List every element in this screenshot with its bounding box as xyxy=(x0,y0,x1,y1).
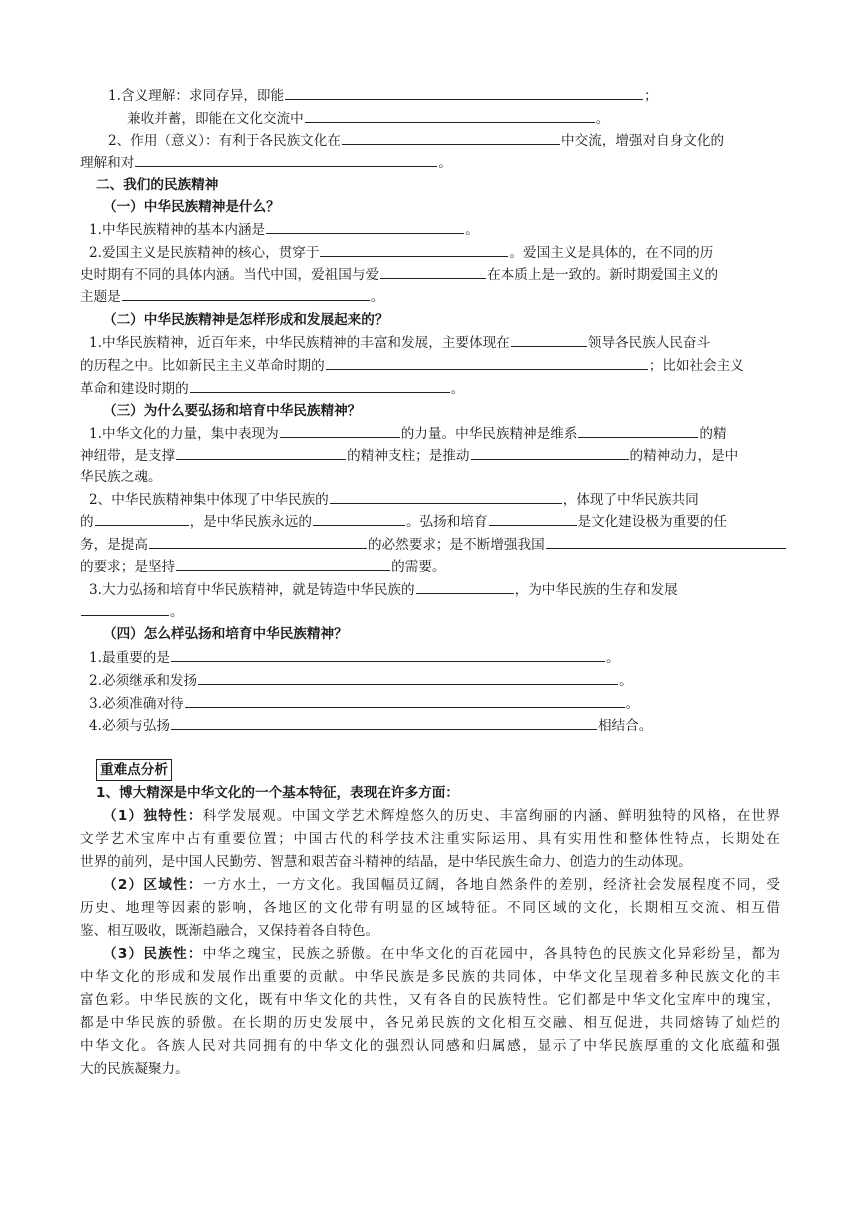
fill-blank[interactable] xyxy=(380,263,486,279)
subsection-title-2: （二）中华民族精神是怎样形成和发展起来的？ xyxy=(103,312,389,328)
fill-blank[interactable] xyxy=(122,285,370,301)
subsection-title-4: （四）怎么样弘扬和培育中华民族精神？ xyxy=(103,626,348,642)
fill-blank[interactable] xyxy=(176,555,390,571)
fill-blank[interactable] xyxy=(95,510,189,526)
p3-line-6: 大的民族凝聚力。 xyxy=(80,1061,189,1077)
p1-line-1: （1）独特性：科学发展观。中国文学艺术辉煌悠久的历史、丰富绚丽的内涵、鲜明独特的风格，在世界 xyxy=(103,808,780,824)
fill-blank[interactable] xyxy=(266,218,464,234)
p1-line-2: 文学艺术宝库中占有重要位置；中国古代的科学技术注重实际运用、具有实用性和整体性特点，长期处在 xyxy=(80,831,780,847)
q3-line-7: 的要求；是坚持 的需要。 xyxy=(80,555,780,577)
meaning-line-1: 1.含义理解：求同存异，即能 ； xyxy=(108,84,780,106)
analysis-box-label: 重难点分析 xyxy=(96,759,172,781)
subsection-title-1: （一）中华民族精神是什么？ xyxy=(103,199,280,215)
q4-line-2: 2.必须继承和发扬 。 xyxy=(89,669,780,691)
q2-line-1: 1.中华民族精神，近百年来，中华民族精神的丰富和发展，主要体现在 领导各民族人民奋斗 xyxy=(89,331,780,353)
q3-line-6: 务，是提高 的必然要求；是不断增强我国 xyxy=(80,533,780,555)
fill-blank[interactable] xyxy=(416,578,514,594)
fill-blank[interactable] xyxy=(171,646,605,662)
q3-line-5: 的 ，是中华民族永远的 。弘扬和培育 是文化建设极为重要的任 xyxy=(80,510,780,532)
fill-blank[interactable] xyxy=(81,600,169,616)
p2-line-1: （2）区域性：一方水土，一方文化。我国幅员辽阔，各地自然条件的差别，经济社会发展程度不同，受 xyxy=(103,877,780,893)
q4-line-1: 1.最重要的是 。 xyxy=(89,646,780,668)
p1-line-3: 世界的前列，是中国人民勤劳、智慧和艰苦奋斗精神的结晶，是中华民族生命力、创造力的生动体现。 xyxy=(80,854,692,870)
fill-blank[interactable] xyxy=(135,151,437,167)
analysis-point-1: 1、博大精深是中华文化的一个基本特征，表现在许多方面： xyxy=(96,785,459,801)
p2-line-2: 历史、地理等因素的影响，各地区的文化带有明显的区域特征。不同区域的文化，长期相互交流、相互借 xyxy=(80,900,780,916)
fill-blank[interactable] xyxy=(280,422,400,438)
analysis-box xyxy=(96,759,780,781)
fill-blank[interactable] xyxy=(471,444,629,460)
p2-line-3: 鉴、相互吸收，既渐趋融合，又保持着各自特色。 xyxy=(80,923,380,939)
fill-blank[interactable] xyxy=(546,533,786,549)
q4-line-4: 4.必须与弘扬 相结合。 xyxy=(89,714,780,736)
fill-blank[interactable] xyxy=(149,533,367,549)
fill-blank[interactable] xyxy=(190,377,450,393)
fill-blank[interactable] xyxy=(511,331,587,347)
q1-line-2: 2.爱国主义是民族精神的核心，贯穿于 。爱国主义是具体的，在不同的历 xyxy=(89,241,780,263)
fill-blank[interactable] xyxy=(176,444,346,460)
fill-blank[interactable] xyxy=(285,84,643,100)
fill-blank[interactable] xyxy=(342,129,560,145)
fill-blank[interactable] xyxy=(330,488,562,504)
subsection-title-3: （三）为什么要弘扬和培育中华民族精神？ xyxy=(103,403,362,419)
fill-blank[interactable] xyxy=(171,714,597,730)
fill-blank[interactable] xyxy=(198,669,618,685)
fill-blank[interactable] xyxy=(313,510,405,526)
q1-line-4: 主题是 。 xyxy=(80,285,780,307)
p3-line-5: 中华文化。各族人民对共同拥有的中华文化的强烈认同感和归属感，显示了中华民族厚重的文化底蕴和强 xyxy=(80,1038,780,1054)
function-line-2: 理解和对 。 xyxy=(80,151,780,173)
q1-line-3: 史时期有不同的具体内涵。当代中国，爱祖国与爱 在本质上是一致的。新时期爱国主义的 xyxy=(80,263,780,285)
p3-line-3: 富色彩。中华民族的文化，既有中华文化的共性，又有各自的民族特性。它们都是中华文化宝库中的瑰宝， xyxy=(80,992,780,1008)
q1-line-1: 1.中华民族精神的基本内涵是 。 xyxy=(89,218,780,240)
q3-line-2: 神纽带，是支撑 的精神支柱；是推动 的精神动力，是中 xyxy=(80,444,780,466)
section-heading: 二、我们的民族精神 xyxy=(96,177,219,193)
fill-blank[interactable] xyxy=(320,241,508,257)
q3-line-3: 华民族之魂。 xyxy=(80,469,162,485)
p3-line-2: 中华文化的形成和发展作出重要的贡献。中华民族是多民族的共同体，中华文化呈现着多种民族文化的丰 xyxy=(80,969,780,985)
q3-line-8: 3.大力弘扬和培育中华民族精神，就是铸造中华民族的 ，为中华民族的生存和发展 xyxy=(89,578,780,600)
q2-line-2: 的历程之中。比如新民主主义革命时期的 ；比如社会主义 xyxy=(80,354,780,376)
q4-line-3: 3.必须准确对待 。 xyxy=(89,692,780,714)
p3-line-4: 都是中华民族的骄傲。在长期的历史发展中，各兄弟民族的文化相互交融、相互促进，共同熔铸了灿烂的 xyxy=(80,1015,780,1031)
fill-blank[interactable] xyxy=(326,354,648,370)
fill-blank[interactable] xyxy=(489,510,577,526)
q3-line-4: 2、中华民族精神集中体现了中华民族的 ，体现了中华民族共同 xyxy=(89,488,780,510)
meaning-line-2: 兼收并蓄，即能在文化交流中 。 xyxy=(127,107,780,129)
q3-line-9: 。 xyxy=(80,600,780,622)
q2-line-3: 革命和建设时期的 。 xyxy=(80,377,780,399)
fill-blank[interactable] xyxy=(578,422,698,438)
q3-line-1: 1.中华文化的力量，集中表现为 的力量。中华民族精神是维系 的精 xyxy=(89,422,780,444)
p3-line-1: （3）民族性：中华之瑰宝，民族之骄傲。在中华文化的百花园中，各具特色的民族文化异彩纷呈，都为 xyxy=(103,946,780,962)
fill-blank[interactable] xyxy=(185,692,625,708)
fill-blank[interactable] xyxy=(305,107,595,123)
function-line-1: 2、作用（意义）：有利于各民族文化在 中交流，增强对自身文化的 xyxy=(108,129,780,151)
